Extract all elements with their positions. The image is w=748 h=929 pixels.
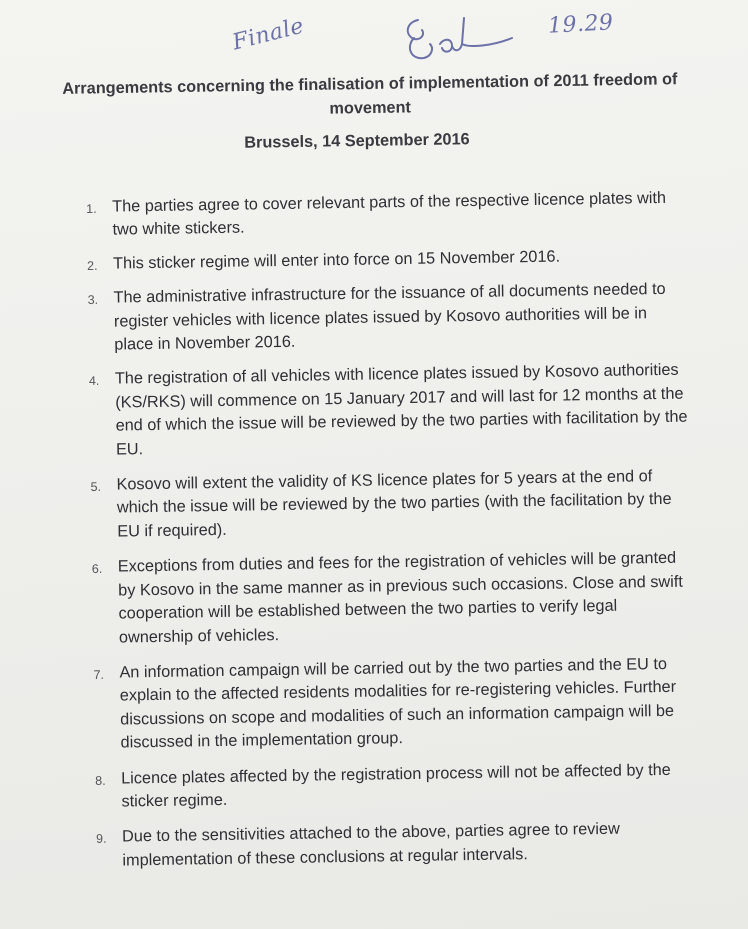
document-title: Arrangements concerning the finalisation of implementation of 2011 freedom of movement xyxy=(62,70,678,118)
item-number: 2. xyxy=(86,258,98,273)
handwritten-finale: Finale xyxy=(230,13,307,56)
list-item xyxy=(93,652,694,755)
item-text: An information campaign will be carried out by the two parties and the EU to explain to the affected residents modalities for re-registering vehicles. Further discussions on scope and modalities of such an information campaign will be discussed in the implementation group. xyxy=(119,654,677,752)
handwritten-time: 19.29 xyxy=(547,10,615,39)
item-number: 4. xyxy=(88,374,100,389)
document-date: Brussels, 14 September 2016 xyxy=(244,130,470,152)
list-item xyxy=(86,187,687,243)
item-text: Due to the sensitivities attached to the above, parties agree to review implementation of these conclusions at regular intervals. xyxy=(121,820,620,870)
item-text: Licence plates affected by the registration process will not be affected by the sticker regime. xyxy=(121,760,671,811)
item-text: This sticker regime will enter into force on 15 November 2016. xyxy=(112,247,561,273)
item-number: 3. xyxy=(87,293,99,308)
item-text: Exceptions from duties and fees for the registration of vehicles will be granted by Kosovo in the same manner as in previous such occasions. Close and swift cooperation will be established between the two parties to verify legal ownership of vehicles. xyxy=(117,549,683,647)
list-item xyxy=(96,817,697,873)
list-item xyxy=(89,359,690,462)
item-text: The registration of all vehicles with licence plates issued by Kosovo authorities (KS/RKS) will commence on 15 January 2017 and will last for 12 months at the end of which the issue will be reviewed by the two parties with facilitation by the EU. xyxy=(114,361,688,459)
item-number: 7. xyxy=(93,667,105,682)
item-number: 1. xyxy=(86,201,97,216)
list-item xyxy=(92,547,693,650)
item-number: 6. xyxy=(91,562,103,577)
list-item xyxy=(87,243,687,276)
list-item xyxy=(87,278,688,358)
signature-icon xyxy=(400,8,520,70)
list-item xyxy=(95,758,696,814)
item-text: The administrative infrastructure for the issuance of all documents needed to register vehicles with licence plates issued by Kosovo authorities will be in place in November 2016. xyxy=(113,280,666,354)
list-item xyxy=(90,465,691,545)
item-number: 8. xyxy=(95,773,106,788)
item-number: 5. xyxy=(90,479,102,495)
arrangements-list xyxy=(86,187,697,873)
item-text: Kosovo will extent the validity of KS licence plates for 5 years at the end of which the issue will be reviewed by the two parties (with the facilitation by the EU if required). xyxy=(116,467,672,541)
item-text: The parties agree to cover relevant parts of the respective licence plates with two white stickers. xyxy=(112,188,667,239)
item-number: 9. xyxy=(95,832,107,847)
